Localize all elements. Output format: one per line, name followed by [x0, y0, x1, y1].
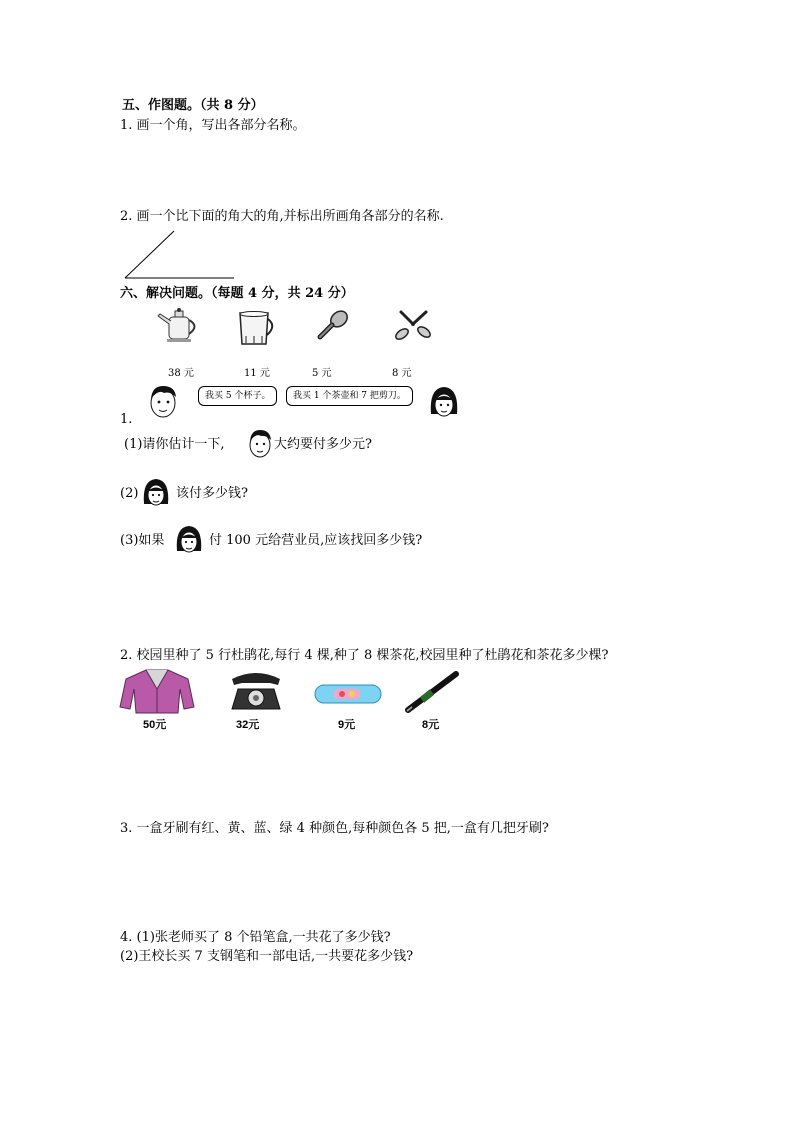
shovel-price: 5 元 [312, 368, 332, 379]
telephone-price: 32元 [236, 719, 260, 731]
pen-icon [402, 668, 462, 714]
boy-avatar-icon [146, 383, 180, 419]
kettle-icon [155, 306, 203, 346]
question-6-4-1: 4. (1)张老师买了 8 个铅笔盒,一共花了多少钱? [120, 930, 391, 945]
reference-angle [122, 228, 237, 283]
section-5-heading: 五、作图题。（共 8 分） [122, 98, 264, 113]
question-6-1-3-text: 付 100 元给营业员,应该找回多少钱? [209, 533, 423, 548]
question-6-1-3-prefix: (3)如果 [120, 533, 165, 548]
scissors-price: 8 元 [392, 368, 412, 379]
girl-avatar-icon [174, 524, 204, 556]
scissors-icon [393, 307, 433, 341]
jacket-icon [118, 667, 196, 715]
pen-price: 8元 [422, 719, 440, 731]
question-5-1: 1. 画一个角，写出各部分名称。 [120, 118, 306, 133]
cup-price: 11 元 [244, 368, 270, 379]
boy-avatar-icon [246, 428, 274, 458]
jacket-price: 50元 [143, 719, 167, 731]
girl-speech-bubble: 我买 1 个茶壶和 7 把剪刀。 [286, 386, 413, 406]
pencil-box-price: 9元 [338, 719, 356, 731]
question-6-2: 2. 校园里种了 5 行杜鹃花,每行 4 棵,种了 8 棵茶花,校园里种了杜鹃花和茶花多少棵? [120, 648, 609, 663]
cup-icon [236, 310, 278, 350]
shovel-icon [312, 308, 352, 344]
telephone-icon [228, 669, 284, 713]
question-6-4-2: (2)王校长买 7 支钢笔和一部电话,一共要花多少钱? [120, 949, 414, 964]
question-6-1-1-prefix: (1)请你估计一下, [124, 437, 225, 452]
question-6-1-number: 1. [120, 412, 133, 427]
question-6-1-2-prefix: (2) [120, 486, 139, 501]
section-6-heading: 六、解决问题。（每题 4 分，共 24 分） [120, 286, 354, 301]
boy-speech-bubble: 我买 5 个杯子。 [198, 386, 277, 406]
girl-avatar-icon [141, 477, 171, 509]
question-6-1-1-text: 大约要付多少元? [274, 437, 372, 452]
question-6-1-2-text: 该付多少钱? [176, 486, 248, 501]
question-5-2: 2. 画一个比下面的角大的角,并标出所画角各部分的名称. [120, 209, 444, 224]
girl-avatar-icon [427, 384, 461, 420]
question-6-3: 3. 一盒牙刷有红、黄、蓝、绿 4 种颜色,每种颜色各 5 把,一盒有几把牙刷? [120, 821, 549, 836]
pencil-box-icon [312, 681, 384, 707]
kettle-price: 38 元 [168, 368, 194, 379]
